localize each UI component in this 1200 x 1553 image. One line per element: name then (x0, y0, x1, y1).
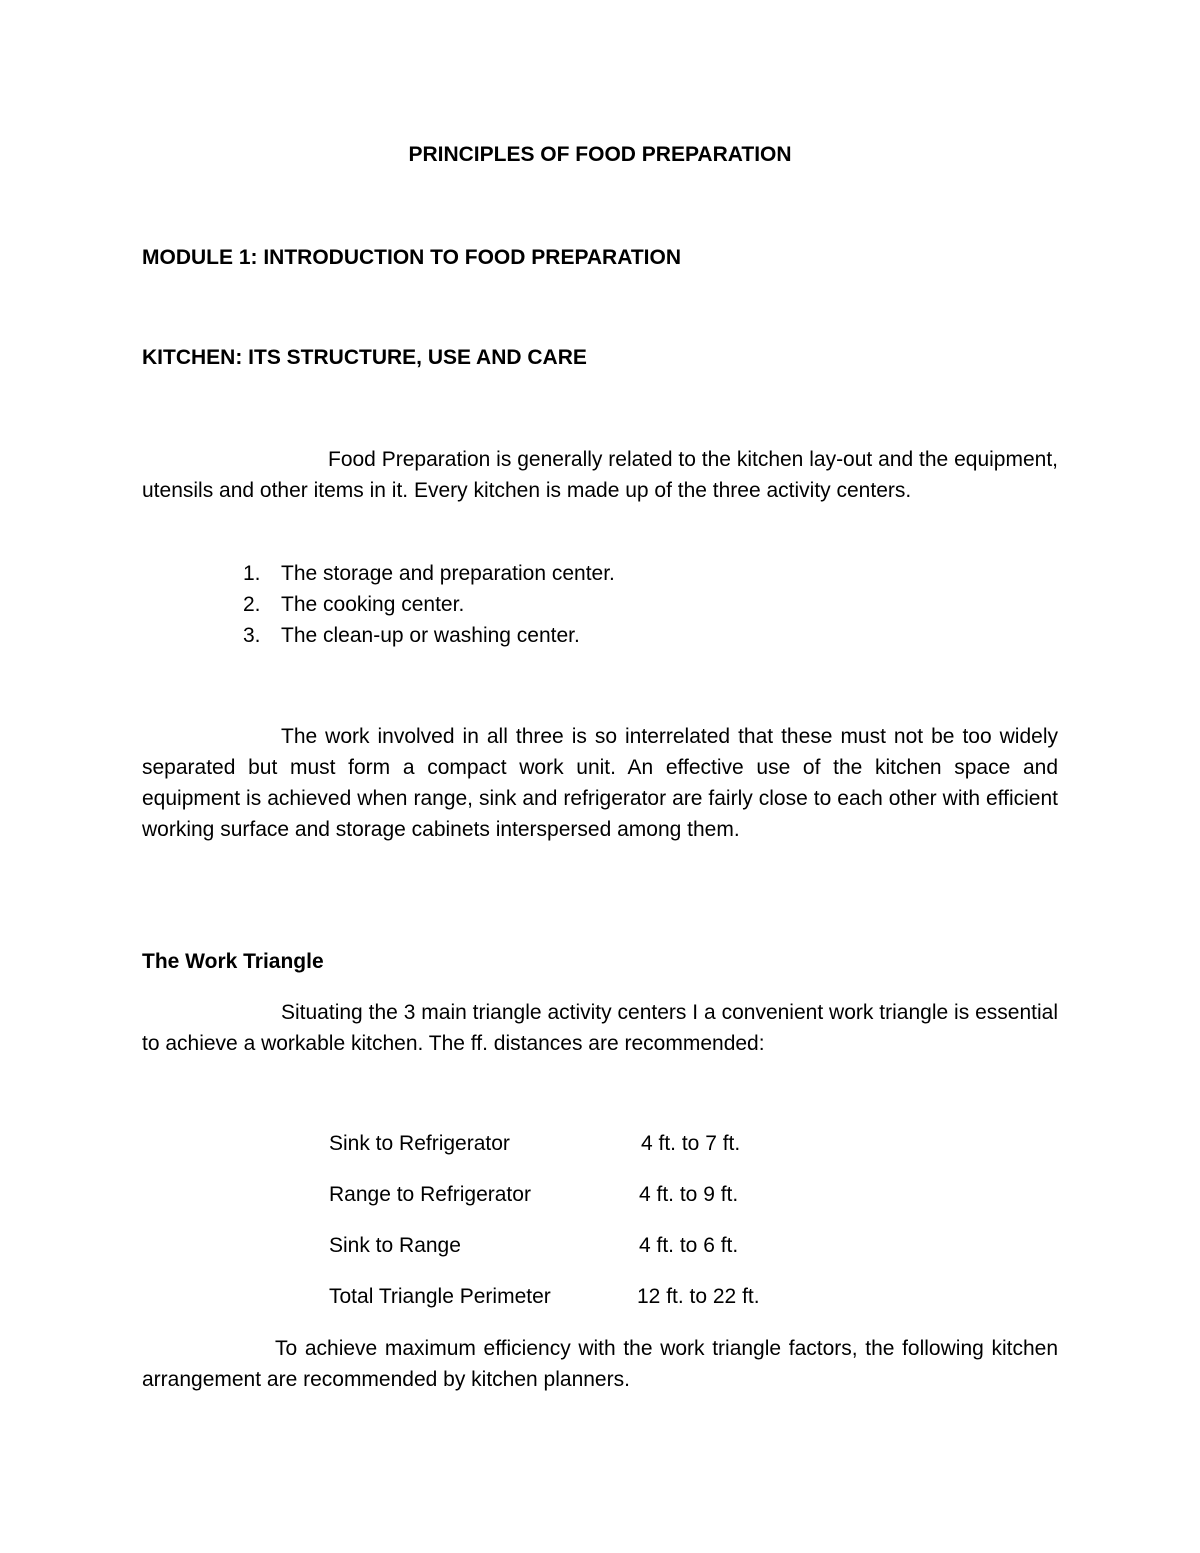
document-title: PRINCIPLES OF FOOD PREPARATION (408, 143, 792, 166)
distance-label: Range to Refrigerator (329, 1183, 531, 1206)
list-item-text: The storage and preparation center. (281, 562, 615, 585)
module-heading: MODULE 1: INTRODUCTION TO FOOD PREPARATION (142, 246, 681, 269)
work-triangle-paragraph: Situating the 3 main triangle activity centers I a convenient work triangle is essential to achieve a workable kitchen. The ff. distances are recommended: (142, 1001, 1058, 1055)
closing-paragraph: To achieve maximum efficiency with the work triangle factors, the following kitchen arrangement are recommended by kitchen planners. (142, 1337, 1058, 1391)
list-item (238, 620, 615, 651)
distance-value: 12 ft. to 22 ft. (637, 1285, 760, 1308)
distance-value: 4 ft. to 9 ft. (639, 1183, 739, 1206)
distance-row (329, 1285, 760, 1309)
list-item (238, 558, 615, 589)
distance-row (329, 1132, 741, 1156)
distance-row (329, 1183, 739, 1207)
distance-value: 4 ft. to 7 ft. (641, 1132, 741, 1155)
distance-label: Sink to Refrigerator (329, 1132, 510, 1155)
work-triangle-heading: The Work Triangle (142, 950, 324, 973)
distance-row (329, 1234, 739, 1258)
list-item (238, 589, 615, 620)
list-item-number: 2. (243, 593, 261, 616)
section-heading: KITCHEN: ITS STRUCTURE, USE AND CARE (142, 346, 587, 369)
distance-value: 4 ft. to 6 ft. (639, 1234, 739, 1257)
distance-label: Total Triangle Perimeter (329, 1285, 551, 1308)
intro-paragraph: Food Preparation is generally related to the kitchen lay-out and the equipment, utensils and other items in it. Every kitchen is made up of the three activity centers. (142, 448, 1058, 502)
activity-centers-list (238, 558, 615, 651)
interrelation-paragraph: The work involved in all three is so interrelated that these must not be too widely separated but must form a compact work unit. An effective use of the kitchen space and equipment is achieved when range, sink and refrigerator are fairly close to each other with efficient working surface and storage cabinets interspersed among them. (142, 725, 1058, 841)
distance-label: Sink to Range (329, 1234, 461, 1257)
list-item-text: The clean-up or washing center. (281, 624, 580, 647)
list-item-number: 3. (243, 624, 261, 647)
list-item-number: 1. (243, 562, 261, 585)
list-item-text: The cooking center. (281, 593, 465, 616)
